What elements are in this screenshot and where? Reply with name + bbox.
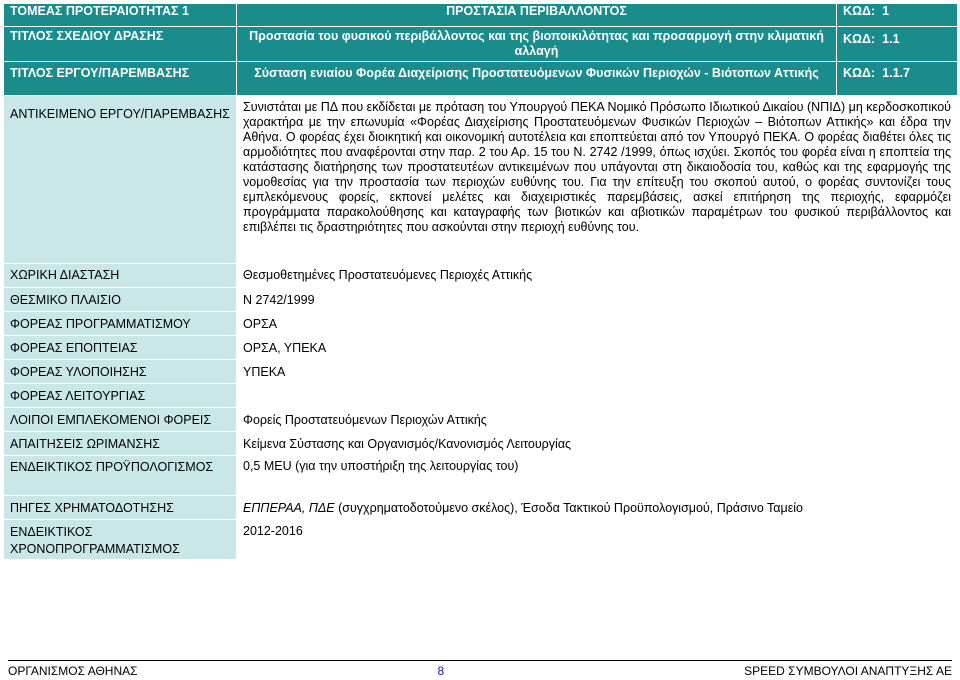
row-value: ΟΡΣΑ [237,312,958,336]
row-value: 2012-2016 [237,520,958,560]
footer-consultant: SPEED ΣΥΜΒΟΥΛΟΙ ΑΝΑΠΤΥΞΗΣ ΑΕ [744,664,952,678]
code-label: ΚΩΔ: [843,32,876,46]
row-programming [4,312,958,336]
page-footer [8,660,952,678]
row-budget [4,456,958,496]
row-value: ΟΡΣΑ, ΥΠΕΚΑ [237,336,958,360]
row-other-bodies [4,408,958,432]
row-label: ΦΟΡΕΑΣ ΥΛΟΠΟΙΗΣΗΣ [4,360,237,384]
header-row-action-plan [4,27,958,62]
header-label: ΤΟΜΕΑΣ ΠΡΟΤΕΡΑΙΟΤΗΤΑΣ 1 [4,4,237,27]
row-label: ΘΕΣΜΙΚΟ ΠΛΑΙΣΙΟ [4,288,237,312]
row-operation [4,384,958,408]
header-code [837,4,958,27]
row-spatial [4,264,958,288]
code-label: ΚΩΔ: [843,66,876,80]
row-label: ΧΩΡΙΚΗ ΔΙΑΣΤΑΣΗ [4,264,237,288]
row-label: ΠΗΓΕΣ ΧΡΗΜΑΤΟΔΟΤΗΣΗΣ [4,496,237,520]
row-value: Συνιστάται με ΠΔ που εκδίδεται με πρόταση του Υπουργού ΠΕΚΑ Νομικό Πρόσωπο Ιδιωτικού Δικαίου (ΝΠΙΔ) μη κερδοσκοπικού χαρακτήρα με την επωνυμία «Φορέας Διαχείρισης Προστατευόμενων Φυσικών Περιοχών – Βιότοπων Αττικής» και έδρα την Αθήνα. Ο φορέας έχει διοικητική και οικονομική αυτοτέλεια και εποπτεύεται από τον Υπουργό ΠΕΚΑ. Ο φορέας διαθέτει όλες τις αρμοδιότητες που αναφέρονται στην παρ. 2 του Αρ. 15 του Ν. 2742 /1999, όπως ισχύει. Σκοπός του φορέα είναι η εποπτεία της κατάστασης διατήρησης των προστατευτέων αντικειμένων που υπάγονται στη δικαιοδοσία του, καθώς και της εφαρμογής της νομοθεσίας για την προστασία των περιοχών ευθύνης του. Για την επίτευξη του σκοπού αυτού, ο φορέας συντονίζει τους εμπλεκόμενους φορείς, εκπονεί μελέτες και διαχειριστικές παρεμβάσεις, ασκεί επιτήρηση της περιοχής, εφαρμόζει προγράμματα παρακολούθησης και καταγραφής των βιοτικών και αβιοτικών παραμέτρων του φυσικού περιβάλλοντος και επιβλέπει τις δραστηριότητες που ασκούνται στην περιοχή ευθύνης του. [237,96,958,264]
row-label: ΕΝΔΕΙΚΤΙΚΟΣ ΧΡΟΝΟΠΡΟΓΡΑΜΜΑΤΙΣΜΟΣ [4,520,237,560]
row-timeline [4,520,958,560]
project-table [3,3,958,560]
project-sheet [3,3,957,560]
row-implementation [4,360,958,384]
header-title: Σύσταση ενιαίου Φορέα Διαχείρισης Προστατευόμενων Φυσικών Περιοχών - Βιότοπων Αττικής [237,62,837,96]
row-label: ΦΟΡΕΑΣ ΕΠΟΠΤΕΙΑΣ [4,336,237,360]
row-value: Φορείς Προστατευόμενων Περιοχών Αττικής [237,408,958,432]
row-objective [4,96,958,264]
row-value [237,496,958,520]
header-label: ΤΙΤΛΟΣ ΣΧΕΔΙΟΥ ΔΡΑΣΗΣ [4,27,237,62]
header-label: ΤΙΤΛΟΣ ΕΡΓΟΥ/ΠΑΡΕΜΒΑΣΗΣ [4,62,237,96]
header-title: ΠΡΟΣΤΑΣΙΑ ΠΕΡΙΒΑΛΛΟΝΤΟΣ [237,4,837,27]
row-legal [4,288,958,312]
row-value: 0,5 MEU (για την υποστήριξη της λειτουργίας του) [237,456,958,496]
row-funding [4,496,958,520]
row-value: Κείμενα Σύστασης και Οργανισμός/Κανονισμός Λειτουργίας [237,432,958,456]
row-label: ΑΠΑΙΤΗΣΕΙΣ ΩΡΙΜΑΝΣΗΣ [4,432,237,456]
row-label: ΕΝΔΕΙΚΤΙΚΟΣ ΠΡΟΫΠΟΛΟΓΙΣΜΟΣ [4,456,237,496]
funding-details: (συγχρηματοδοτούμενο σκέλος), Έσοδα Τακτικού Προϋπολογισμού, Πράσινο Ταμείο [334,501,804,515]
row-label: ΦΟΡΕΑΣ ΛΕΙΤΟΥΡΓΙΑΣ [4,384,237,408]
code-value: 1.1.7 [882,66,910,80]
row-value [237,384,958,408]
header-code [837,62,958,96]
row-label: ΑΝΤΙΚΕΙΜΕΝΟ ΕΡΓΟΥ/ΠΑΡΕΜΒΑΣΗΣ [4,96,237,264]
code-value: 1 [882,4,890,18]
row-maturity [4,432,958,456]
footer-organization: ΟΡΓΑΝΙΣΜΟΣ ΑΘΗΝΑΣ [8,664,138,678]
row-value: Θεσμοθετημένες Προστατευόμενες Περιοχές Αττικής [237,264,958,288]
row-value: Ν 2742/1999 [237,288,958,312]
code-label: ΚΩΔ: [843,4,876,18]
header-code [837,27,958,62]
page-number: 8 [437,664,445,678]
row-label: ΦΟΡΕΑΣ ΠΡΟΓΡΑΜΜΑΤΙΣΜΟΥ [4,312,237,336]
row-value: ΥΠΕΚΑ [237,360,958,384]
row-label: ΛΟΙΠΟΙ ΕΜΠΛΕΚΟΜΕΝΟΙ ΦΟΡΕΙΣ [4,408,237,432]
funding-programs: ΕΠΠΕΡΑΑ, ΠΔΕ [243,501,335,515]
header-row-priority [4,4,958,27]
header-title: Προστασία του φυσικού περιβάλλοντος και της βιοποικιλότητας και προσαρμογή στην κλιματική αλλαγή [237,27,837,62]
header-row-project [4,62,958,96]
row-supervision [4,336,958,360]
code-value: 1.1 [882,32,900,46]
